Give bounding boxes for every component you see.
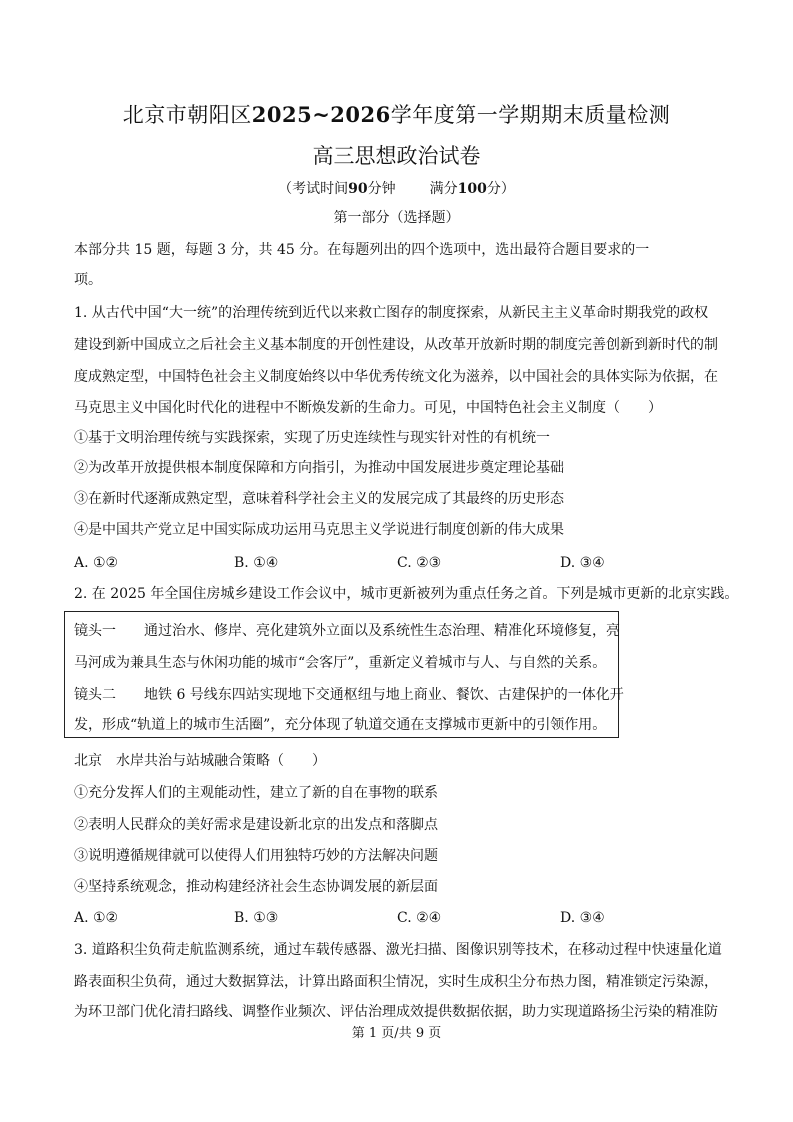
- q2-option-a[interactable]: A. ①②: [74, 910, 119, 926]
- score-unit: 分）: [486, 181, 515, 197]
- intro-line: 项。: [74, 272, 102, 288]
- q2-option-d[interactable]: D. ③④: [560, 910, 605, 926]
- time-unit: 分钟: [367, 181, 396, 197]
- q2-material-line: 马河成为兼具生态与休闲功能的城市“会客厅”，重新定义着城市与人、与自然的关系。: [74, 655, 607, 671]
- q1-option-c[interactable]: C. ②③: [397, 555, 442, 571]
- q2-option-b[interactable]: B. ①③: [234, 910, 279, 926]
- intro-line: 本部分共 15 题，每题 3 分，共 45 分。在每题列出的四个选项中，选出最符合题目要求的一: [74, 242, 650, 258]
- exam-title: [0, 99, 793, 129]
- q2-material-line: 镜头二 地铁 6 号线东四站实现地下交通枢纽与地上商业、餐饮、古建保护的一体化开: [74, 687, 624, 703]
- q2-material-line: 发，形成“轨道上的城市生活圈”，充分体现了轨道交通在支撑城市更新中的引领作用。: [74, 717, 607, 733]
- q1-statement: ③在新时代逐渐成熟定型，意味着科学社会主义的发展完成了其最终的历史形态: [74, 491, 564, 507]
- q1-stem-line: 1. 从古代中国“大一统”的治理传统到近代以来救亡图存的制度探索，从新民主主义革命时期我党的政权: [74, 305, 709, 321]
- q1-statement: ①基于文明治理传统与实践探索，实现了历史连续性与现实针对性的有机统一: [74, 430, 550, 446]
- q3-stem-line: 为环卫部门优化清扫路线、调整作业频次、评估治理成效提供数据依据，助力实现道路扬尘污染的精准防: [74, 1004, 718, 1020]
- exam-info: [0, 178, 793, 198]
- q2-statement: ③说明遵循规律就可以使得人们用独特巧妙的方法解决问题: [74, 848, 438, 864]
- q2-stem: 2. 在 2025 年全国住房城乡建设工作会议中，城市更新被列为重点任务之首。下列是城市更新的北京实践。: [74, 586, 739, 602]
- page-footer: 第 1 页/共 9 页: [351, 1026, 442, 1041]
- q1-option-d[interactable]: D. ③④: [560, 555, 605, 571]
- q2-option-c[interactable]: C. ②④: [397, 910, 442, 926]
- q2-statement: ④坚持系统观念，推动构建经济社会生态协调发展的新层面: [74, 879, 438, 895]
- time-value: 90: [348, 181, 368, 197]
- q1-stem-line: 马克思主义中国化时代化的进程中不断焕发新的生命力。可见，中国特色社会主义制度（ ）: [74, 400, 662, 416]
- q2-material-line: 镜头一 通过治水、修岸、亮化建筑外立面以及系统性生态治理、精准化环境修复，亮: [74, 623, 620, 639]
- title-prefix: 北京市朝阳区: [122, 103, 252, 127]
- score-value: 100: [457, 181, 487, 197]
- q1-statement: ②为改革开放提供根本制度保障和方向指引，为推动中国发展进步奠定理论基础: [74, 460, 564, 476]
- title-year: 2025~2026: [251, 102, 391, 127]
- title-suffix: 学年度第一学期期末质量检测: [390, 103, 671, 127]
- q3-stem-line: 3. 道路积尘负荷走航监测系统，通过车载传感器、激光扫描、图像识别等技术，在移动过程中快速量化道: [74, 942, 722, 958]
- q3-stem-line: 路表面积尘负荷，通过大数据算法，计算出路面积尘情况，实时生成积尘分布热力图，精准锁定污染源，: [74, 974, 718, 990]
- q2-statement: ①充分发挥人们的主观能动性，建立了新的自在事物的联系: [74, 785, 438, 801]
- section-heading: 第一部分（选择题）: [333, 210, 460, 226]
- time-label: （考试时间: [278, 181, 349, 197]
- q1-stem-line: 建设到新中国成立之后社会主义基本制度的开创性建设，从改革开放新时期的制度完善创新到新时代的制: [74, 337, 718, 353]
- q1-stem-line: 度成熟定型，中国特色社会主义制度始终以中华优秀传统文化为滋养，以中国社会的具体实际为依据，在: [74, 369, 718, 385]
- exam-subtitle: 高三思想政治试卷: [312, 144, 481, 168]
- q1-option-a[interactable]: A. ①②: [74, 555, 119, 571]
- score-label: 满分: [429, 181, 458, 197]
- q1-option-b[interactable]: B. ①④: [234, 555, 279, 571]
- q2-question: 北京 水岸共治与站城融合策略（ ）: [74, 753, 326, 769]
- q1-statement: ④是中国共产党立足中国实际成功运用马克思主义学说进行制度创新的伟大成果: [74, 522, 564, 538]
- q2-statement: ②表明人民群众的美好需求是建设新北京的出发点和落脚点: [74, 817, 438, 833]
